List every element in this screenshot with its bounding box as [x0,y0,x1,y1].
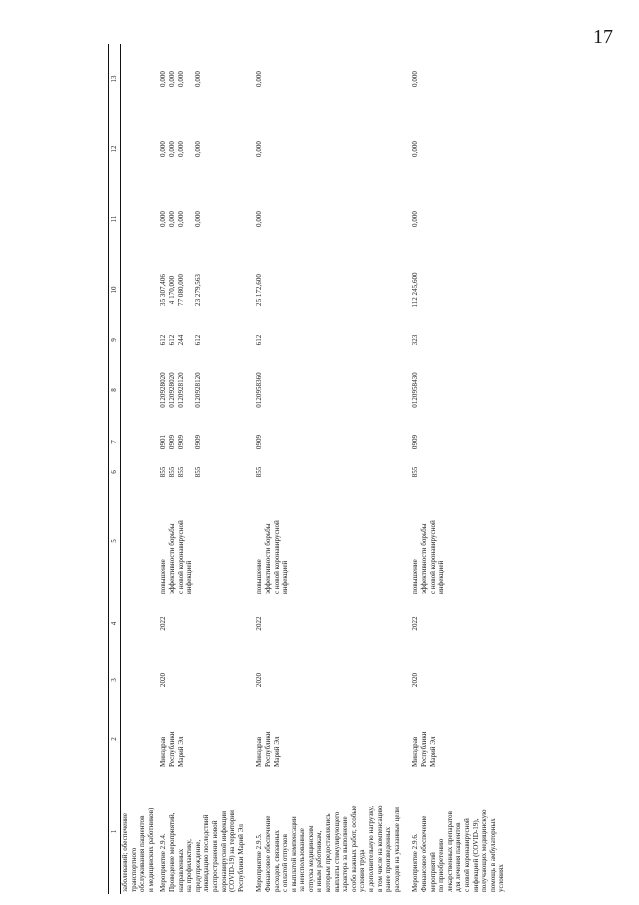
column-header: 7 [109,426,121,458]
column-header: 9 [109,326,121,354]
cell-line: 0,000 [411,71,420,87]
table-cell-col-3: 2020 [159,672,168,688]
table-cell-col-5 [251,486,407,596]
cell-line: Проведение мероприятий, [167,812,176,892]
cell-line: 612 [193,334,202,346]
table-cell-col-6 [251,458,407,486]
cell-line: направленных [176,848,185,892]
cell-line: условиях [497,864,506,892]
cell-line: которым предоставлялись [324,813,333,892]
cell-line: и медицинских работников) [146,807,155,892]
cell-line: ранее произведенных [384,826,393,892]
table-cell-col-11 [251,184,407,254]
cell-line: с новой коронавирусной [272,520,281,594]
cell-line [185,256,194,324]
cell-line: 855 [176,466,185,478]
table-cell-col-12 [155,114,251,184]
table-cell-col-12 [251,114,407,184]
cell-line: для лечения пациентов [454,822,463,892]
cell-line: 112 245,600 [411,272,420,308]
cell-line: 0,000 [167,211,176,227]
column-header: 11 [109,184,121,254]
table-cell-col-2 [407,709,512,769]
empty-cell [121,486,156,596]
column-header: 13 [109,44,121,114]
table-cell-col-4: 2022 [255,616,264,631]
cell-line: отпуска медицинским [306,825,315,892]
empty-cell [121,184,156,254]
cell-line: 0120928120 [176,372,185,408]
cell-line: распространения новой [210,820,219,892]
cell-line: 0,000 [193,211,202,227]
empty-cell [121,426,156,458]
continuation-row [121,44,156,894]
column-header: 10 [109,254,121,326]
cell-line: Республики [420,731,428,767]
cell-line: Финансовое обеспечение [420,815,428,892]
cell-line: 0,000 [193,71,202,87]
cell-line: Мероприятие 2.9.6. [411,833,420,892]
cell-line: 855 [411,466,420,478]
cell-line: 855 [159,466,168,478]
cell-line: коронавирусной инфекции [219,810,228,892]
cell-line: 23 279,563 [193,274,202,306]
cell-line: 0,000 [167,71,176,87]
table-cell-col-3: 2020 [255,672,264,688]
table-cell-col-11 [155,184,251,254]
table-cell-col-3: 2020 [411,672,420,688]
cell-line: 25 172,600 [255,274,264,306]
table-body [121,44,512,894]
cell-line: лекарственных препаратов [445,811,454,892]
cell-line [185,186,194,252]
table-cell-col-5 [407,486,512,596]
table-cell-col-7 [407,426,512,458]
table-row [407,44,512,894]
empty-cell [121,44,156,114]
cell-line: 0,000 [411,141,420,157]
cell-line: Минздрав [159,736,168,767]
cell-line: 0,000 [159,71,168,87]
table-cell-col-8 [251,354,407,426]
cell-line: 0,000 [176,141,185,157]
table-cell-col-9 [155,326,251,354]
cell-line: 0,000 [193,141,202,157]
cell-line: инфекцией [437,560,446,594]
table-cell-col-8 [407,354,512,426]
table-cell-col-4: 2022 [411,616,420,631]
cell-line: 855 [193,466,202,478]
cell-line: с оплатой отпусков [281,834,290,892]
cell-line: Марий Эл [272,736,281,767]
cell-line: заболеваний; обеспечение [121,812,129,892]
cell-line: эффективности борьбы [167,523,176,594]
cell-line: инфекцией (COVID-19), [471,818,480,892]
cell-line: 35 307,406 [159,274,168,306]
cell-line: (COVID-19) на территории [228,810,237,892]
cell-line: Минздрав [411,736,420,767]
column-header: 1 [109,769,121,894]
column-header: 3 [109,651,121,709]
page-number: 17 [593,26,613,48]
column-header: 8 [109,354,121,426]
cell-line: 0,000 [255,71,264,87]
cell-line [185,356,194,424]
cell-line: 0,000 [176,71,185,87]
continuation-cell [121,769,156,894]
cell-line: с новой коронавирусной [176,520,185,594]
cell-line: характера за выполнение [341,816,350,892]
table-cell-col-6 [155,458,251,486]
cell-line: с новой коронавирусной [462,818,471,892]
table-cell-col-9 [251,326,407,354]
cell-line: 0,000 [167,141,176,157]
cell-line: 612 [255,334,264,346]
table-cell-col-13 [155,44,251,114]
cell-line: условия труда [358,849,367,892]
cell-line: 0120928020 [159,372,168,408]
cell-line: предупреждение, [193,839,202,892]
cell-line: на профилактику, [185,839,194,892]
empty-cell [121,254,156,326]
column-header: 12 [109,114,121,184]
table-cell-col-1 [407,769,512,894]
cell-line: за неиспользованные [298,828,307,892]
cell-line: 0909 [176,434,185,450]
cell-line: 0120928120 [193,372,202,408]
table-cell-col-8 [155,354,251,426]
cell-line: 323 [411,334,420,346]
cell-line: Республики Марий Эл [236,824,245,892]
cell-line: 0120958360 [255,372,264,408]
cell-line: Мероприятие 2.9.5. [255,833,264,892]
table-cell-col-10 [155,254,251,326]
cell-line: 0120928020 [167,372,176,408]
table-cell-col-7 [155,426,251,458]
cell-line: ликвидацию последствий [202,814,211,892]
table-row [251,44,407,894]
cell-line: 0,000 [255,141,264,157]
cell-line: инфекцией [185,560,194,594]
table-cell-col-6 [407,458,512,486]
table-cell-col-10 [407,254,512,326]
empty-cell [121,651,156,709]
table-cell-col-11 [407,184,512,254]
cell-line: 0,000 [159,211,168,227]
table-cell-col-2 [155,709,251,769]
cell-line: повышение [159,559,168,594]
cell-line: Марий Эл [176,736,185,767]
empty-cell [121,114,156,184]
table-row [155,44,251,894]
column-header: 5 [109,486,121,596]
cell-line: с новой коронавирусной [428,520,437,594]
table-cell-col-10 [251,254,407,326]
cell-line: получающих медицинскую [480,809,489,892]
cell-line: Республики [167,731,176,767]
cell-line [185,428,194,456]
cell-line: по приобретению [437,838,446,892]
cell-line: эффективности борьбы [420,523,428,594]
cell-line: эффективности борьбы [263,523,272,594]
table-cell-col-1 [155,769,251,894]
cell-line: 0909 [255,434,264,450]
table-cell-col-2 [251,709,407,769]
table-cell-col-5 [155,486,251,596]
cell-line: 855 [167,466,176,478]
cell-line: Финансовое обеспечение [263,815,272,892]
cell-line: и иным работникам, [315,830,324,892]
table-page [108,44,558,894]
empty-cell [121,354,156,426]
column-number-row [109,44,121,894]
cell-line [185,116,194,182]
empty-cell [121,596,156,651]
cell-line: выплаты стимулирующего [332,811,341,892]
table-cell-col-12 [407,114,512,184]
cell-line: 4 170,000 [167,275,176,305]
cell-line: и дополнительную нагрузку, [367,805,376,892]
cell-line: 0,000 [159,141,168,157]
cell-line: расходов на указанные цели [392,807,401,892]
cell-line: и выплатой компенсации [289,816,298,892]
cell-line: 244 [176,334,185,346]
cell-line: инфекцией [281,560,290,594]
column-header: 2 [109,709,121,769]
cell-line: 77 080,000 [176,274,185,306]
table-cell-col-1 [251,769,407,894]
column-header: 4 [109,596,121,651]
cell-line [185,46,194,112]
cell-line: Республики [263,731,272,767]
cell-line: Минздрав [255,736,264,767]
cell-line: 855 [255,466,264,478]
cell-line: помощь в амбулаторных [488,818,497,892]
cell-line: 612 [167,334,176,346]
cell-line: в том числе на компенсацию [375,805,384,892]
cell-line: 0120958430 [411,372,420,408]
table-cell-col-13 [251,44,407,114]
cell-line: 0909 [193,434,202,450]
table-cell-col-7 [251,426,407,458]
cell-line: особо важных работ, особые [349,805,358,892]
table-cell-col-4: 2022 [159,616,168,631]
cell-line: расходов, связанных [272,830,281,892]
cell-line: 612 [159,334,168,346]
cell-line: 0,000 [411,211,420,227]
cell-line [185,328,194,352]
budget-table [108,44,512,894]
empty-cell [121,709,156,769]
cell-line: 0909 [167,434,176,450]
cell-line: обслуживания пациентов [138,815,147,892]
table-cell-col-13 [407,44,512,114]
cell-line: Марий Эл [428,736,437,767]
cell-line: 0909 [411,434,420,450]
cell-line: мероприятий [428,852,437,892]
cell-line: повышение [255,559,264,594]
cell-line: 0901 [159,434,168,450]
column-header: 6 [109,458,121,486]
cell-line: транспортного [129,847,138,892]
cell-line [185,460,194,484]
cell-line: 0,000 [255,211,264,227]
cell-line: повышение [411,559,420,594]
table-cell-col-9 [407,326,512,354]
empty-cell [121,326,156,354]
cell-line: 0,000 [176,211,185,227]
cell-line: Мероприятие 2.9.4. [159,833,168,892]
empty-cell [121,458,156,486]
